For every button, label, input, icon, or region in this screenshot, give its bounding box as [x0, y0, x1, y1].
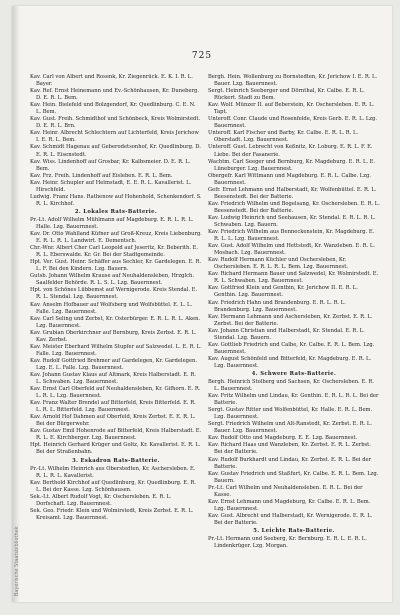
list-entry: Kav. Gottlieb Friedrich und Calbe, Kr. Calbe. E. R. L. Bem. Lzg. Bauernnest.	[208, 341, 375, 355]
list-entry: Kav. Friedrich Wilhelm aus Benneckenstein, Kr. Magdeburg. E. R. L. L. Lzg. Bauernnest.	[208, 229, 375, 243]
list-entry: Sergt. Gustav Ritter und Wolfenbüttel, Kr. Halle. E. R. L. Bem. Lzg. Bauernnest.	[208, 407, 373, 421]
list-entry: Kav. Carl Seling und Zerbst, Kr. Osterbürger. E. R. L. R. L. Aken. Lzg. Bauernnest.	[30, 315, 201, 329]
list-entry: Pr.-Lt. Hermann und Seeberg, Kr. Bernburg. E. R. L. E. R. L. Lindenkrüger. Lzg. Morgan.	[208, 536, 367, 550]
list-entry: Kav. Ernst Lehmann und Magdeburg, Kr. Calbe. E. R. L. Bem. Lzg. Bauernnest.	[208, 498, 371, 512]
list-entry: Sek.-Lt. Albert Rudolf Vogt, Kr. Oschersleben. E. R. L. Dorfschaft. Lzg. Bauernnest.	[30, 493, 172, 507]
page-number: 725	[191, 51, 213, 61]
right-column	[208, 74, 380, 550]
list-entry: Kav. Franz Walter Brendel auf Bitterfeld, Kreis Bitterfeld. E. R. L. R. L. Bitterfeld. Lzg. Bauernnest.	[30, 400, 196, 414]
list-entry: Kav. Friedrich Hahn und Brandenburg. E. R. L. R. L. Brandenburg. Lzg. Bauernnest.	[208, 299, 346, 313]
list-entry: Kav. Johann Gustav Klaus auf Altmark, Kreis Halberstadt. E. R. L. Schwaben. Lzg. Bauernnest.	[30, 371, 196, 386]
list-entry: Sergt. Friedrich Wilhelm und Alt-Ranstedt, Kr. Zerbst. E. R. L. Bauer. Lzg. Bauernnest.	[208, 421, 373, 435]
list-entry: Kav. Richard Hermann Bauer und Salzwedel, Kr. Wolmirstedt. E. R. L. Schwaben. Lzg. Bauernnest.	[208, 271, 379, 285]
list-entry: Kav. Ludwig Heinrich und Seehausen, Kr. Stendal. E. R. L. R. L. Schwaben. Lzg. Bauern.	[208, 214, 376, 228]
list-entry: Pr.-Lt. Wilhelm Heinrich aus Oberstedten, Kr. Aschersleben. E. R. L. R. L. Kavallerist.	[30, 465, 196, 479]
list-entry: Kav. Meister Eberhard Wilhelm Stupfer auf Salzwedel. L. E. R. L. Falle. Lzg. Bauernnest.	[30, 343, 202, 357]
list-entry: Kav. Heinr. Albrecht Schlechtern auf Lichterfeld, Kreis Jerichow I. E. R. L. Bem.	[30, 130, 199, 144]
list-entry: Kav. Gust. Adolf Wilhelm und Hettstedt, Kr. Wanzleben. E. R. L. Mosbach. Lzg. Bauernnest.	[208, 243, 375, 257]
list-entry: Sergt. Heinrich Seeberger und Dörnthal, Kr. Calbe. E. R. L. Rückert. Stadt zu Bem.	[208, 88, 365, 102]
list-entry: Kav. Hermann Lehmann und Aschersleben, Kr. Zerbst. E. R. L. Zerbst. Bei der Batterie.	[208, 313, 373, 327]
list-entry: Kav. Arnold Hof Dahmen auf Oberfeld, Kreis Zerbst. E. E. R. L. Bei der Bürgerwehr.	[30, 414, 196, 428]
list-entry: Gefr. Ernst Lehmann und Halberstadt, Kr. Wolfenbüttel. E. R. L. Beesenstedt. Bei der Batterie.	[208, 186, 377, 200]
list-entry: Kav. Johann Christian und Halberstadt, Kr. Stendal. E. R. L. Stendal. Lzg. Bauern.	[208, 327, 365, 341]
list-entry: Kav. Anselm Hofbauer auf Wolfsberg und Wolfsbüttel. E. L. L. Falle. Lzg. Bauernnest.	[30, 301, 193, 315]
list-entry: Unteroff. Gust. Lebrecht von Keßnitz, Kr. Loburg. E. R. L. F. E. Liebe. Bei der Fasanerie.	[208, 144, 373, 158]
list-entry: Bergh. Heinrich Stolberg und Sachsen, Kr. Oschersleben. E. R. L. Bauernnest.	[208, 379, 374, 393]
list-entry: Bergh. Hein. Wollenburg zu Bornstedten, Kr. Jerichow I. E. R. L. Bauer. Lzg. Bauernnest.	[208, 74, 378, 88]
list-entry: Pr.-Lt. Adolf Wilhelm Mühlmann auf Magdeburg. E. R. L. R. L. Halle. Lzg. Bauernnest.	[30, 216, 194, 230]
section-heading: 4. Schwere Rats-Batterie.	[251, 370, 337, 377]
list-entry: Kav. Frz. Freih. Lindenhoff auf Eisleben. E. R. L. Bem.	[30, 172, 173, 179]
list-entry: Kav. Grubian Oberkirchner auf Bernburg, Kreis Zerbst. E. R. L. Kav. Zerbst.	[30, 329, 197, 343]
list-entry: Obergefr. Karl Wittmann und Magdeburg. E. R. L. Calbe. Lzg. Bauernnest.	[208, 172, 371, 186]
list-entry: Kav. Heinr. Schupler auf Helmstadt, E. E. R. L. Kavallerist. L. Hirschfeld.	[30, 179, 192, 193]
list-entry: Kav. Gottfried Klein und Gentbin, Kr. Jerichow II. E. R. L. Genthin. Lzg. Bauernnest.	[208, 285, 358, 299]
list-entry: Kav. Rudolf Hermann Küchler und Oschersleben, Kr. Oschersleben. E. R. L. R. L. Bem. Lzg. Bauernnest.	[208, 257, 348, 271]
list-entry: Gutsb. Johann Wilhelm Krause auf Neuhaldensleben, Hrzglch. Saalfelder Behörde. R. L. S. L. Lzg. Bauernnest.	[30, 273, 194, 287]
list-entry: Kav. Gustav Emil Hohenrode auf Bitterfeld, Kreis Halberstadt. E. R. L. E. Kirchberger. Lzg. Bauernnest.	[30, 428, 202, 442]
list-entry: Sek. Geo. Friedr. Klein und Wolmirstedt, Kreis Zerbst. E. R. L. Kreisamt. Lzg. Bauernnest.	[30, 507, 194, 521]
list-entry: Kav. Wolf. Münzer II. auf Beberstein, Kr. Oschersleben. E. R. L. Tapt.	[208, 102, 375, 116]
page-binding-edge	[12, 6, 20, 602]
list-entry: Kav. Rudolf Gottfried Brehmer auf Gardelegen, Kr. Gardelegen. Lzg. E. L. Falle. Lzg. Bauernnest.	[30, 357, 198, 371]
list-entry: Hpt. Heinrich Gerhard Krüger und Goltz, Kr. Kavallerist. E. R. L. Bei der Straßenbahn.	[30, 442, 201, 456]
list-entry: Hpt. von Schönes Lübbemst auf Wernigerode. Kreis Stendal. E. R. L. Stendal. Lzg. Bauernnest.	[30, 287, 198, 301]
list-entry: Kav. Fritz Wilhelm und Lindau, Kr. Genthin. E. R. L. R. L. Bei der Batterie.	[208, 393, 379, 407]
list-entry: Kav. Hein. Bielefeld und Bolzgendorf, Kr. Quedlinburg. C. E. N. L. Bem.	[30, 102, 196, 116]
list-entry: Wachtm. Carl Seeger und Bernburg, Kr. Magdeburg. E. R. L. E. Lüneburger. Lzg. Bauernnest.	[208, 158, 376, 172]
list-entry: Kav. Friedrich Wilhelm und Bogelsang, Kr. Oschersleben. E. R. L. Beesenstedt. Bei der Batterie.	[208, 200, 380, 214]
list-entry: Kav. Carl von Albert und Rosenk, Kr. Ziegenrück. E. K. I. R. L. Bayer.	[30, 74, 193, 88]
list-entry: Unteroff. Karl Fischer und Barby, Kr. Calbe. E. R. L. R. L. Oberstadt. Lzg. Bauernnest.	[208, 130, 359, 144]
document-page	[12, 6, 392, 602]
list-entry: Kav. August Schönfeld und Bitterfeld, Kr. Magdeburg. E. R. L. Lzg. Bauernnest.	[208, 355, 372, 369]
list-entry: Kav. Gustav Friedrich und Staßfurt, Kr. Calbe. E. R. L. Bem. Lzg. Bauern.	[208, 470, 379, 484]
list-entry: Chr.-Wnr. Albert Cher Carl Leopold auf Jeseritz, Kr. Beberith. E. R. L. Eberswalde. Kr. Gr. Bei der Stadtgemeinde.	[30, 245, 199, 259]
left-column	[30, 74, 202, 522]
list-entry: Ludwig. Franz Hans. Rathenow auf Hohenhold, Schenkendorf. S. R. L. Kirchhof.	[30, 193, 202, 207]
list-entry: Unteroff. Conr. Claude und Rosenfelde, Kreis Gerb. E. R. L. Lzg. Bauernnest.	[208, 116, 377, 130]
list-entry: Kav. Berthold Kirchhof auf Quedlinburg, Kr. Quedlinburg. E. R. L. Bei der Kasse. Lzg. Schönhausen.	[30, 479, 196, 493]
list-entry: Kav. Gust. Albrecht und Halberstadt, Kr. Wernigerode. E. R. L. Bei der Batterie.	[208, 512, 373, 526]
list-entry: Kav. Schmidt Hagenau auf Geberodetsonhof, Kr. Quedlinburg. D. E. R. L. Eisenstedt.	[30, 144, 201, 158]
list-entry: Kav. Richard Haas und Wanzleben, Kr. Zerbst. E. R. L. Zerbst. Bei der Batterie.	[208, 442, 371, 456]
list-entry: Kav. Gust. Freih. Schmidthof und Schönbeck, Kreis Wolmirstedt. D. E. R. L. Brn.	[30, 116, 201, 130]
list-entry: Pr.-Lt. Carl Wilhelm und Neuhaldensleben. E. R. L. Bei der Kasse.	[208, 484, 363, 498]
section-heading: 3. Eskadron Rats-Batterie.	[72, 457, 160, 464]
list-entry: Kav. Dr. Otto Wahlland Küfner auf Groß-Kreuz, Kreis Liebenburg. E. R. L. R. L. Landwirt. E. Dementsch.	[30, 231, 202, 245]
section-heading: 2. Lokales Rats-Batterie.	[74, 208, 158, 215]
list-entry: Kav. Ernst Carl Oberfeld auf Neuhaldensleben, Kr. Gifhorn. E. R. L. R. L. Lzg. Bauernnest.	[30, 386, 201, 400]
list-entry: Kav. Rudolf Otto und Magdeburg. E. E. Lzg. Bauernnest.	[208, 435, 358, 442]
library-watermark: Bayerische Staatsbibliothek	[14, 526, 20, 596]
list-entry: Kav. Ref. Ernst Heinemann und Ev.-Schönhausen, Kr. Duneberg. D. E. R. L. Bem.	[30, 88, 199, 102]
list-entry: Kav. Rudolf Burkhardt und Lindau, Kr. Zerbst. E. R. L. Bei der Batterie.	[208, 456, 372, 470]
section-heading: 5. Leichte Rats-Batterie.	[253, 528, 335, 534]
list-entry: Hpt. Ver. Gust. Heinr. Schäffer aus Sechler, Kr. Gardelegen. E. R. L. F. Bei den Kindern. Lzg. Bauern.	[30, 259, 202, 273]
list-entry: Kav. Wiss. Lindenhoff auf Grosbar, Kr. Kalbsmeier. D. E. R. L. Bem.	[30, 158, 191, 172]
